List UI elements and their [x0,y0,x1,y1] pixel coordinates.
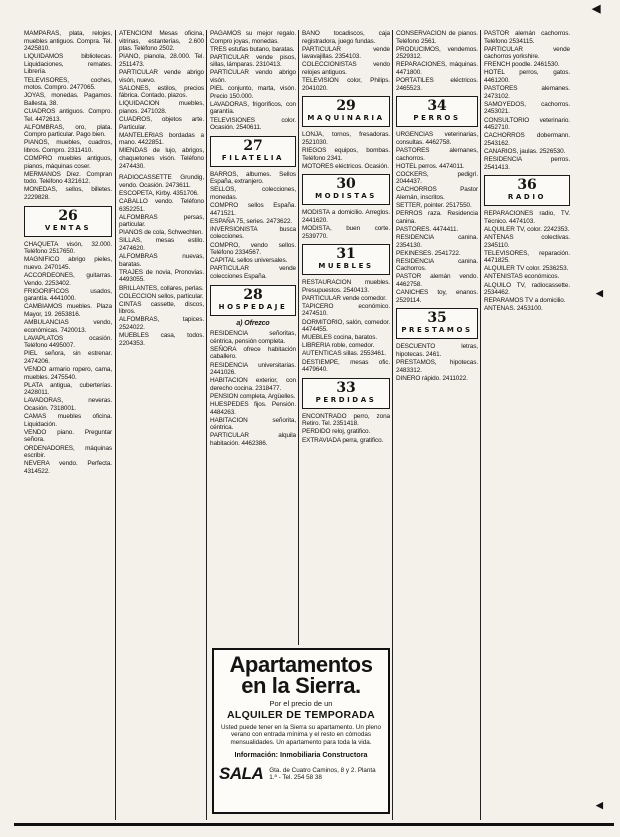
classified-ad: PEKINESES. 2541722. [396,249,461,257]
classified-ad: PERDIDO reloj, gratifico. [302,428,371,436]
classified-ad: COMPRO sellos España. 4471521. [210,202,296,217]
classified-ad: TELEVISION color, Philips. 2041020. [302,77,390,92]
classified-ad: LAVADORAS, frigoríficos, con garantía. [210,100,296,116]
classified-ad: AUTENTICAS sillas. 2553461. [302,350,386,358]
classified-ad: ESCOPETA, Kirby. 4351706. [119,189,199,197]
classified-ad: PARTICULAR vende colecciones España. [210,265,296,280]
ads-list-maquinaria [302,131,390,170]
column-rule [392,30,393,820]
classified-ad: ANTENAS colectivas. 2345110. [484,233,570,249]
section-label: HOSPEDAJE [218,302,288,311]
ads-list [302,30,390,92]
sala-logo: SALA [219,764,264,784]
classified-ad: MERMANOS Díez. Compran todo. Teléfono 4321612. [24,170,112,186]
classified-ad: CABALLO vendo. Teléfono 6352251. [119,197,204,213]
classified-ad: TELEVISORES, coches, motos. Compro. 2477065. [24,76,112,92]
apartamentos-advertisement [212,648,390,814]
ads-list [210,30,296,132]
classified-ad: ALFOMBRAS persas, particular. [119,213,204,229]
classified-ad: TELEVISIONES color. Ocasión. 2540611. [210,116,296,132]
classified-ad: FRIGORIFICOS usados, garantía. 4441000. [24,287,112,303]
section-header-prestamos [396,308,478,339]
ads-list [119,30,204,170]
ads-list-filatelia [210,171,296,281]
classified-ad: DORMITORIO, salón, comedor. 4474455. [302,318,390,334]
classified-ad: RESIDENCIA universitarias. 2441026. [210,361,296,377]
classified-ad: PARTICULAR vende lavavajillas. 2354103. [302,45,390,61]
classified-ad: INVERSIONISTA busca colecciones. [210,225,296,241]
column-rule [206,30,207,820]
classified-ad: RESIDENCIA perros. 2541413. [484,156,570,171]
classified-ad: PASTOR alemán vendo. 4462758. [396,273,478,289]
classified-ad: MOTORES eléctricos. Ocasión. [302,162,389,170]
section-header-perdidas [302,378,390,409]
classified-ad: MODISTA a domicilio. Arreglos. 2441620. [302,209,390,224]
section-header-hospedaje [210,285,296,316]
ad-address: Gta. de Cuatro Caminos, 8 y 2. Planta 1.ª - Tel. 254 58 38 [269,766,376,782]
classified-ad: CUADROS, objetos arte. Particular. [119,116,204,131]
classified-ad: COLECCION sellos, particular. [119,292,204,300]
classified-column-5 [396,30,478,817]
classified-ad: ESPAÑA 75, series. 2473622. [210,217,293,225]
classified-ad: ENCONTRADO perro, zona Retiro. Tel. 2351418. [302,412,390,428]
ads-list-hospedaje [210,330,296,447]
classified-ad: COCKERS, pedigrí. 2044437. [396,170,478,186]
classified-ad: PASTORES alemanes. 2473102. [484,85,570,100]
classified-ad: PLATA antigua, cuberterías. 2428011. [24,381,112,397]
classified-ad: ORDENADORES, máquinas escribir. [24,444,112,460]
classified-ad: CAPITAL sellos universales. [210,257,288,265]
classified-ad: PARTICULAR alquila habitación. 4462386. [210,432,296,447]
classified-ad: AMBULANCIAS vendo, económicas. 7420013. [24,319,112,334]
ads-list [484,30,570,171]
ads-list-compras [24,30,112,202]
classified-ad: RESIDENCIA señoritas, céntrica, pensión completa. [210,330,296,345]
classified-ad: COLECCIONISTAS vendo relojes antiguos. [302,61,390,76]
classified-ad: HUESPEDES fijos. Pensión. 4484263. [210,400,296,416]
classified-ad: ALQUILER TV, color. 2242353. [484,225,570,233]
section-header-perros [396,96,478,127]
column-rule [480,30,481,820]
classified-ad: MUEBLES casa, todos. 2204353. [119,332,204,347]
classified-ad: MONEDAS, sellos, billetes. 2229828. [24,186,112,201]
classified-ad: SETTER, pointer. 2517550. [396,202,472,210]
classified-ad: HOTEL perros. 4474011. [396,162,465,170]
section-header-ventas [24,206,112,237]
classified-ad: PASTOR alemán cachorros. Teléfono 2534115. [484,30,570,45]
bottom-rule [14,823,614,826]
classified-ad: PAGAMOS su mejor regalo. Compro joyas, monedas. [210,30,296,45]
classified-ad: TELEVISORES, reparación. 4471825. [484,249,570,265]
classified-ad: PARTICULAR vende comedor. [302,294,387,302]
section-label: FILATELIA [221,153,285,162]
classified-ad: TRAJES de novia, Pronovias. 4493055. [119,268,204,284]
classified-ad: RADIOCASSETTE Grundig, vendo. Ocasión. 2473611. [119,174,204,189]
section-label: PERROS [413,114,461,123]
classified-ad: CAMBIAMOS muebles. Plaza Mayor, 19. 2653816. [24,303,112,318]
classified-ad: PERROS raza. Residencia canina. [396,210,478,225]
classified-ad: PIEL señora, sin estrenar. 2474206. [24,350,112,365]
classified-ad: URGENCIAS veterinarias, consultas. 4462758. [396,131,478,146]
classified-ad: SEÑORA ofrece habitación caballero. [210,345,296,361]
classified-ad: ALFOMBRAS, tapices. 2524022. [119,316,204,331]
classified-ad: CANICHES toy, enanos. 2529114. [396,289,478,304]
ads-list-perros [396,131,478,304]
section-header-modistas [302,174,390,205]
classified-ad: ALQUILER TV color. 2536253. [484,265,569,273]
classified-ad: LIQUIDAMOS bibliotecas. Liquidaciones, remates. Librería. [24,53,112,76]
classified-ad: BAÑO tocadiscos, caja registradora, juego fundas. [302,30,390,45]
classified-ad: PIANO, pianola, 28.000. Tel. 2511473. [119,53,204,68]
classified-ad: ALQUILO TV, radiocassette. 2534462. [484,281,570,297]
classified-ad: CHAQUETA visón, 32.000. Teléfono 2517650. [24,240,112,256]
section-label: VENTAS [44,223,92,232]
classified-ad: REPARACIONES radio, TV. Técnico. 4474103. [484,210,570,225]
classified-ad: MAGNIFICO abrigo pieles, nuevo. 2470145. [24,256,112,271]
ads-list-modistas [302,209,390,240]
classified-ad: PASTORES. 4474411. [396,225,459,233]
classified-ad: MUEBLES cocina, baratos. [302,334,378,342]
section-label: RADIO [507,193,547,202]
classified-ad: PORTATILES eléctricos. 2465523. [396,77,478,92]
classified-ad: REPARAMOS TV a domicilio. [484,297,566,305]
classified-ad: CONSERVACION de pianos. Teléfono 2561. [396,30,478,45]
classified-ad: HOTEL perros, gatos. 4461200. [484,69,570,85]
section-label: MUEBLES [318,262,374,271]
classified-column-4 [302,30,390,642]
classified-ad: DINERO rápido. 2411022. [396,374,468,382]
ads-list-ventas [24,241,112,476]
section-header-filatelia [210,136,296,167]
classified-ad: REPARACIONES, máquinas. 4471800. [396,61,478,76]
classified-ad: BRILLANTES, collares, perlas. [119,284,204,292]
classified-ad: PARTICULAR vende pisos, sillas, lámparas. 2310413. [210,53,296,69]
classified-ad: NEVERA vendo. Perfecta. 4314522. [24,460,112,475]
classified-ad: PIANOS de cola, Schwechten. [119,229,203,237]
classified-ad: CONSULTORIO veterinario. 4452710. [484,116,570,132]
classified-ad: PASTORES alemanes, cachorros. [396,146,478,162]
classified-ad: LIQUIDACION muebles, pianos. 2471028. [119,100,204,115]
classified-ad: ANTENAS. 2453100. [484,305,543,313]
classified-ad: ALFOMBRAS nuevas, baratas. [119,253,204,268]
ad-subtitle: Por el precio de un [269,699,333,708]
classified-ad: HABITACION exterior, con derecho cocina. 2318477. [210,377,296,392]
corner-arrow-icon: ◀ [592,3,601,15]
classified-ad: CUADROS antiguos. Compro. Tel. 4472613. [24,107,112,123]
classified-column-1 [24,30,112,817]
section-number: 35 [427,310,447,327]
margin-arrow-icon: ◀ [596,288,603,298]
classified-ad: MAMPARAS, plata, relojes, muebles antiguos. Compra. Tel. 2425810. [24,30,112,53]
classified-ad: COMPRO, vendo sellos. Teléfono 2334567. [210,241,296,257]
classified-ad: LAVAPLATOS ocasión. Teléfono 4495007. [24,334,112,350]
section-number: 31 [336,246,356,263]
classified-ad: PRODUCIMOS, vendemos. 2529312. [396,45,478,61]
classified-ad: COMPRO muebles antiguos, pianos, máquinas coser. [24,155,112,170]
classified-ad: HABITACION señorita, céntrica. [210,416,296,432]
classified-ad: CAMAS muebles oficina. Liquidación. [24,413,112,428]
classified-ad: LAVADORAS, neveras. Ocasión. 7318001. [24,397,112,413]
classified-ad: MANTELERIAS bordadas a mano. 4422851. [119,131,204,147]
section-number: 28 [243,286,263,303]
classified-ad: DESTIEMPE, mesas ofic. 4479640. [302,358,390,374]
classified-ad: PIEL conjunto, marta, visón. Precio 150.000. [210,85,296,100]
classified-ad: PIANOS, muebles, cuadros, libros. Compro. 2311410. [24,139,112,154]
classified-ad: EXTRAVIADA perra, gratifico. [302,436,384,444]
classified-ad: SAMOYEDOS, cachorros. 2453021. [484,100,570,116]
classified-ad: LIBRERIA roble, comedor. [302,342,375,350]
section-number: 26 [58,207,78,224]
section-number: 27 [243,137,263,154]
classified-column-6 [484,30,570,817]
column-rule [115,30,116,820]
classified-ad: RESIDENCIA canina. Cachorros. [396,257,478,273]
classified-ad: PARTICULAR vendo abrigo visón. [210,69,296,85]
section-number: 34 [427,98,447,115]
classified-ad: CINTAS cassette, discos, libros. [119,300,204,316]
ads-list [396,30,478,92]
ad-footer [219,764,383,784]
ads-list-prestamos [396,343,478,382]
classified-ad: LONJA, tornos, fresadoras. 2521030. [302,131,390,146]
section-label: PERDIDAS [315,395,377,404]
classified-ad: PARTICULAR vende abrigo visón, nuevo. [119,68,204,84]
classified-ad: ALFOMBRAS, oro, plata. Compro particular. Pago bien. [24,123,112,139]
classified-ad: SALONES, estilos, precios fábrica. Contado, plazos. [119,84,204,100]
classified-ad: ACCORDEONES, guitarras. Vendo. 2253402. [24,271,112,287]
classified-ad: SELLOS, colecciones, monedas. [210,186,296,201]
ads-list [119,174,204,347]
classified-ad: JOYAS, monedas. Pagamos. Ballesta, 38. [24,92,112,107]
classified-column-2 [119,30,204,817]
classified-ad: TAPICERO económico. 2474510. [302,302,390,318]
classified-ad: ATENCION! Mesas oficina, vitrinas, estanterías, 2.600 ptas. Teléfono 2502. [119,30,204,53]
classified-ad: TRES estufas butano, baratas. [210,45,295,53]
classified-ad: BARROS, albumes. Sellos España, extranjero. [210,170,296,186]
classified-ad: RESIDENCIA canina. 2354130. [396,233,478,249]
classified-ad: RIEGOS equipos, bombas. Teléfono 2341. [302,146,390,162]
margin-arrow-icon: ◀ [596,800,603,810]
ad-body: Usted puede tener en la Sierra su apartamento. Un pleno verano con entrada mínima y el resto en cómodas mensualidades. Un apartamento para toda la vida. [221,724,381,746]
classified-ad: CACHORROS dobermann. 2543162. [484,132,570,147]
classified-ad: DESCUENTO letras, hipotecas. 2461. [396,343,478,358]
classified-ad: RESTAURACION muebles. Presupuestos. 2540413. [302,279,390,294]
classified-ad: MODISTA, buen corte. 2539770. [302,224,390,240]
section-label: PRESTAMOS [401,326,473,335]
section-number: 33 [336,379,356,396]
ads-list-perdidas [302,413,390,444]
classified-ad: CANARIOS, jaulas. 2526530. [484,147,566,155]
section-header-maquinaria [302,96,390,127]
classified-ad: VENDO piano. Preguntar señora. [24,428,112,444]
section-number: 29 [336,98,356,115]
section-label: MAQUINARIA [307,114,385,123]
ads-list-muebles [302,279,390,374]
classified-ad: PARTICULAR vende cachorros yorkshire. [484,45,570,61]
ad-info-line: Información: Inmobiliaria Constructora [234,750,368,760]
ads-list-radio [484,210,570,313]
classified-column-3 [210,30,296,642]
subsection-heading: a) Ofrezco [236,319,270,327]
classified-ad: VENDO armario ropero, cama, muebles. 2475540. [24,366,112,381]
section-label: MODISTAS [315,192,377,201]
section-header-radio [484,175,570,206]
section-number: 36 [517,177,537,194]
classified-ad: MIENDAS de lujo, abrigos, chaquetones visón. Teléfono 2474430. [119,147,204,170]
ad-headline: Apartamentos en la Sierra. [229,652,373,698]
classified-ad: ANTENISTAS económicos. [484,273,560,281]
column-rule [298,30,299,645]
classified-ad: SILLAS, mesas estilo. 2474620. [119,237,204,253]
classified-ad: PENSION completa, Argüelles. [210,392,296,400]
section-number: 30 [336,176,356,193]
section-header-muebles [302,244,390,275]
classified-ad: PRESTAMOS, hipotecas. 2483312. [396,359,478,374]
ad-heading: ALQUILER DE TEMPORADA [226,709,376,721]
classified-ad: CACHORROS Pastor Alemán, inscritos. [396,186,478,201]
classified-ad: FRENCH poodle. 2461530. [484,61,560,69]
